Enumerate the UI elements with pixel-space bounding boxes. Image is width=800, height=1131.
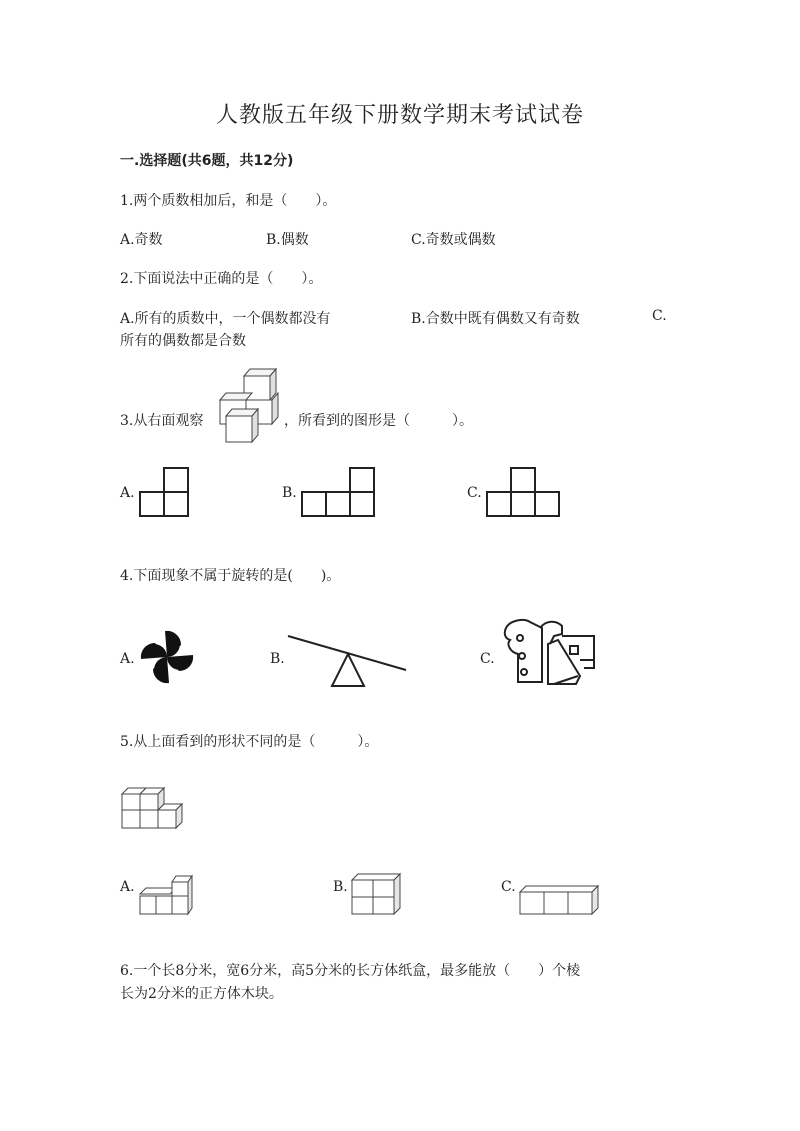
q5-option-b[interactable]: B. — [333, 879, 348, 895]
q5-option-c-figure[interactable] — [518, 884, 602, 916]
q5-option-a[interactable]: A. — [120, 879, 135, 895]
q2-option-c-text: 所有的偶数都是合数 — [120, 333, 246, 349]
question-6-stem: 6.一个长8分米，宽6分米，高5分米的长方体纸盒，最多能放（ ）个棱 — [120, 963, 581, 979]
q2-option-a[interactable]: A.所有的质数中，一个偶数都没有 — [120, 311, 331, 327]
q5-cube-group-figure — [120, 784, 188, 834]
q3-option-a[interactable]: A. — [120, 485, 135, 501]
q4-option-c[interactable]: C. — [480, 651, 495, 667]
page-title: 人教版五年级下册数学期末考试试卷 — [215, 103, 584, 128]
question-6-stem-line2: 长为2分米的正方体木块。 — [120, 986, 283, 1002]
q2-option-c[interactable]: C. — [652, 308, 667, 324]
q5-option-c[interactable]: C. — [501, 879, 516, 895]
q3-cube-stack-figure — [216, 366, 280, 446]
pinwheel-icon[interactable] — [138, 628, 196, 686]
q5-option-b-figure[interactable] — [350, 872, 406, 916]
slide-icon[interactable] — [500, 614, 604, 688]
q2-option-b[interactable]: B.合数中既有偶数又有奇数 — [411, 311, 580, 327]
seesaw-icon[interactable] — [286, 632, 410, 688]
q5-option-a-figure[interactable] — [138, 874, 198, 916]
question-3-stem-end: ，所看到的图形是（ ）。 — [284, 413, 473, 429]
section-heading: 一.选择题(共6题，共12分) — [120, 153, 294, 169]
question-1-stem: 1.两个质数相加后，和是（ ）。 — [120, 193, 337, 209]
question-3-stem-start: 3.从右面观察 — [120, 413, 204, 429]
q1-option-b[interactable]: B.偶数 — [266, 232, 309, 248]
question-5-stem: 5.从上面看到的形状不同的是（ ）。 — [120, 734, 379, 750]
q1-option-a[interactable]: A.奇数 — [120, 232, 163, 248]
q1-option-c[interactable]: C.奇数或偶数 — [411, 232, 496, 248]
q4-option-a[interactable]: A. — [120, 651, 135, 667]
question-2-stem: 2.下面说法中正确的是（ ）。 — [120, 271, 323, 287]
q3-option-b[interactable]: B. — [282, 485, 297, 501]
question-4-stem: 4.下面现象不属于旋转的是( )。 — [120, 568, 341, 584]
q3-option-c[interactable]: C. — [467, 485, 482, 501]
q3-option-a-shape[interactable] — [138, 466, 192, 520]
q3-option-b-shape[interactable] — [300, 466, 378, 520]
q3-option-c-shape[interactable] — [485, 466, 563, 520]
q4-option-b[interactable]: B. — [270, 651, 285, 667]
